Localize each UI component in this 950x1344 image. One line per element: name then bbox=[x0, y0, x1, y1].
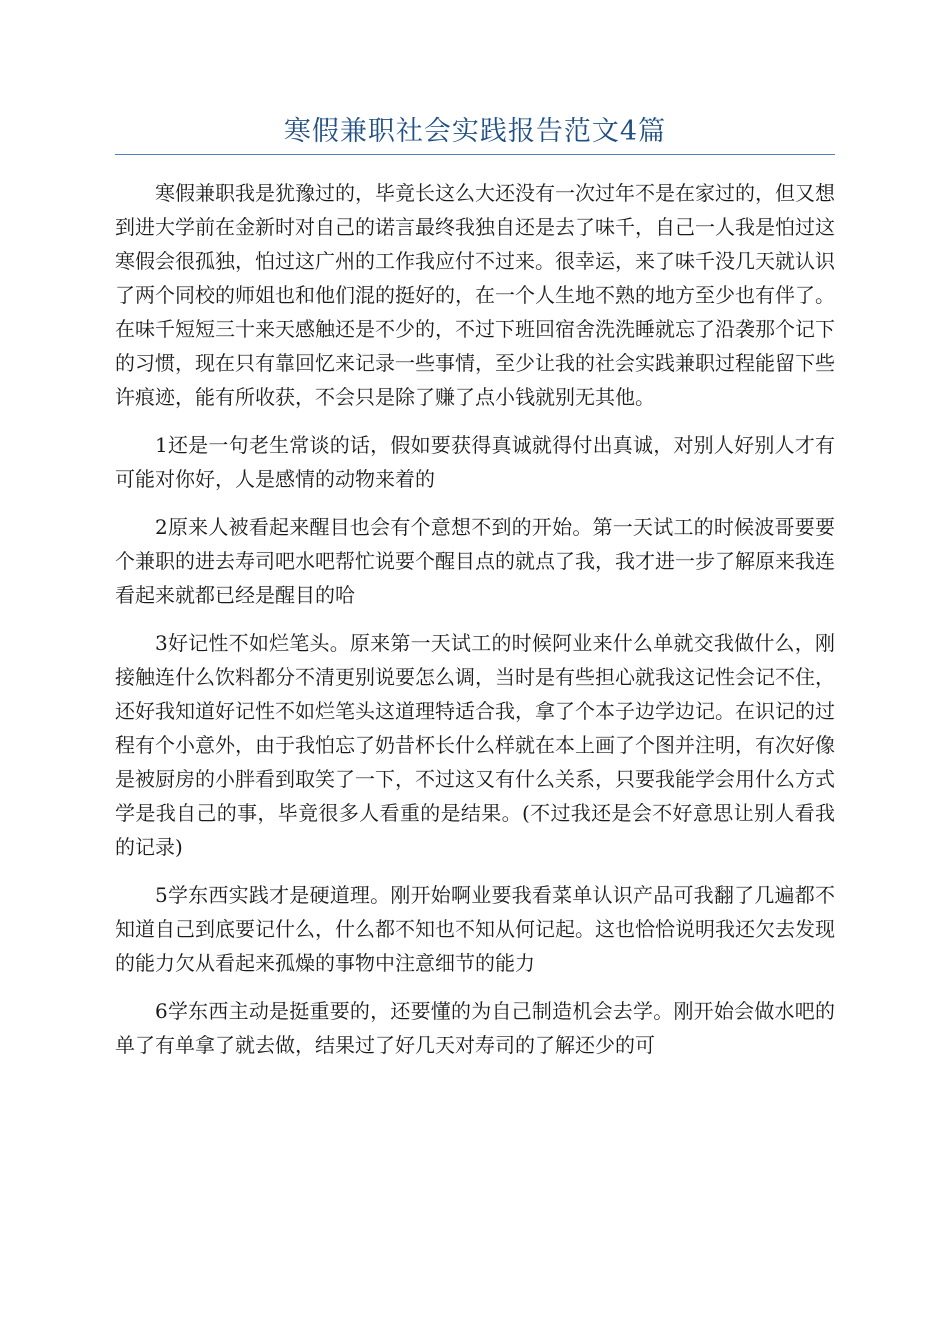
paragraph-intro: 寒假兼职我是犹豫过的，毕竟长这么大还没有一次过年不是在家过的，但又想到进大学前在金新时对自己的诺言最终我独自还是去了味千，自己一人我是怕过这寒假会很孤独，怕过这广州的工作我应付不过来。很幸运，来了味千没几天就认识了两个同校的师姐也和他们混的挺好的，在一个人生地不熟的地方至少也有伴了。在味千短短三十来天感触还是不少的，不过下班回宿舍洗洗睡就忘了沿袭那个记下的习惯，现在只有靠回忆来记录一些事情，至少让我的社会实践兼职过程能留下些许痕迹，能有所收获，不会只是除了赚了点小钱就别无其他。 bbox=[115, 181, 835, 409]
paragraph-5: 5学东西实践才是硬道理。刚开始啊业要我看菜单认识产品可我翻了几遍都不知道自己到底要记什么，什么都不知也不知从何记起。这也恰恰说明我还欠去发现的能力欠从看起来孤燥的事物中注意细节的能力 bbox=[115, 883, 835, 975]
title-underline bbox=[115, 154, 835, 155]
document-title: 寒假兼职社会实践报告范文4篇 bbox=[283, 116, 667, 147]
paragraph-2: 2原来人被看起来醒目也会有个意想不到的开始。第一天试工的时候波哥要要个兼职的进去寿司吧水吧帮忙说要个醒目点的就点了我，我才进一步了解原来我连看起来就都已经是醒目的哈 bbox=[115, 515, 835, 607]
paragraph-1: 1还是一句老生常谈的话，假如要获得真诚就得付出真诚，对别人好别人才有可能对你好，人是感情的动物来着的 bbox=[115, 433, 835, 491]
paragraph-3: 3好记性不如烂笔头。原来第一天试工的时候阿业来什么单就交我做什么，刚接触连什么饮料都分不清更别说要怎么调，当时是有些担心就我这记性会记不住，还好我知道好记性不如烂笔头这道理特适合我，拿了个本子边学边记。在识记的过程有个小意外，由于我怕忘了奶昔杯长什么样就在本上画了个图并注明，有次好像是被厨房的小胖看到取笑了一下，不过这又有什么关系，只要我能学会用什么方式学是我自己的事，毕竟很多人看重的是结果。(不过我还是会不好意思让别人看我的记录) bbox=[115, 631, 835, 859]
paragraph-6: 6学东西主动是挺重要的，还要懂的为自己制造机会去学。刚开始会做水吧的单了有单拿了就去做，结果过了好几天对寿司的了解还少的可 bbox=[115, 999, 835, 1057]
document-body bbox=[115, 176, 835, 1076]
